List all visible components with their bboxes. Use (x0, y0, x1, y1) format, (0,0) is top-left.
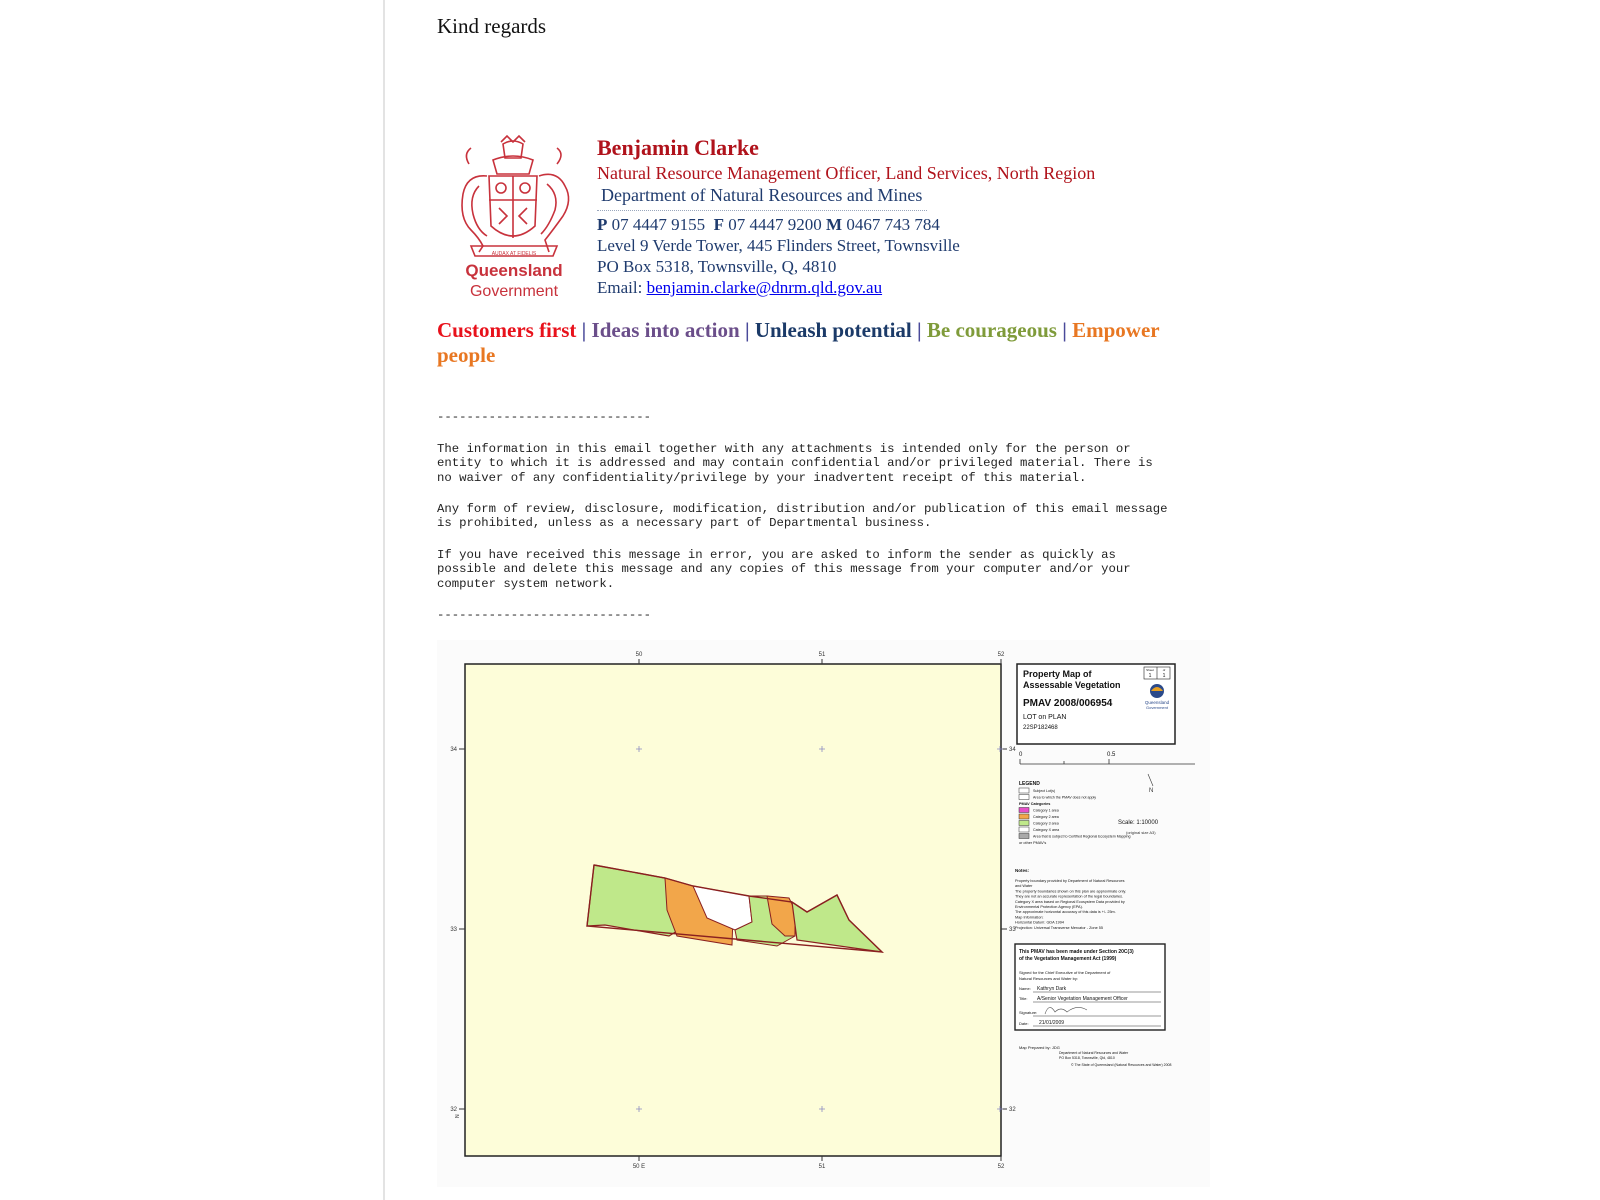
map-scale: Scale: 1:10000 (1118, 820, 1159, 826)
grid-label-bottom: 51 (818, 1164, 826, 1170)
email-signature (437, 134, 1217, 304)
cert-title-label: Title: (1019, 996, 1028, 1001)
mobile-number: 0467 743 784 (846, 215, 940, 234)
axis-label-left: N (455, 1114, 461, 1118)
legend-swatch (1019, 834, 1029, 839)
scale-tick-1: 0.5 (1107, 752, 1116, 758)
scale-tick-0: 0 (1019, 752, 1023, 758)
note-line: The property boundaries shown on this plan are approximate only. (1015, 889, 1127, 894)
north-arrow-icon (1148, 774, 1153, 786)
disclaimer-paragraph-2: Any form of review, disclosure, modification, distribution and/or publication of this email message is prohibited, unless as a necessary part of Departmental business. (437, 502, 1168, 531)
signature-divider (597, 210, 927, 211)
pmav-number: PMAV 2008/006954 (1023, 698, 1113, 709)
reading-pane-border (383, 0, 385, 1200)
scale-bar (1019, 752, 1195, 764)
corporate-values (437, 318, 1217, 368)
logo-text-queensland: Queensland (465, 261, 563, 280)
value-ideas-into-action: Ideas into action (591, 318, 740, 342)
value-separator: | (1062, 318, 1067, 342)
disclaimer-paragraph-1: The information in this email together with any attachments is intended only for the person or entity to which it is addressed and may contain confidential and/or privileged material. There is no waiver of any confidentiality/privilege by your inadvertent receipt of this material. (437, 442, 1153, 485)
north-arrow-label: N (1149, 788, 1154, 794)
map-logo-line2: Government (1145, 705, 1169, 710)
legend-item-label: Subject Lot(s) (1033, 789, 1056, 793)
sender-name: Benjamin Clarke (597, 135, 759, 160)
grid-label-right: 33 (1009, 927, 1016, 933)
greeting: Kind regards (437, 14, 547, 38)
map-logo-line1: Queensland (1144, 700, 1170, 705)
grid-label-left: 33 (450, 927, 457, 933)
legend-item-label: PMAV Categories (1019, 802, 1051, 806)
map-scale-note: (original size A3) (1126, 830, 1156, 835)
map-title-line2: Assessable Vegetation (1023, 680, 1121, 690)
grid-label-top: 52 (997, 652, 1005, 658)
notes-title: Notes: (1015, 868, 1030, 873)
value-unleash-potential: Unleash potential (754, 318, 912, 342)
cert-date: 21/01/2009 (1039, 1020, 1065, 1026)
legend-swatch (1019, 821, 1029, 826)
logo-text-government: Government (469, 283, 559, 300)
cert-name-label: Name: (1019, 986, 1031, 991)
note-line: The approximate horizontal accuracy of this data is +/- 25m. (1015, 910, 1116, 915)
map-copyright: © The State of Queensland (Natural Resources and Water) 2008 (1071, 1063, 1172, 1067)
certification-panel (1015, 944, 1165, 1030)
fax-number: 07 4447 9200 (728, 215, 822, 234)
cert-title: A/Senior Vegetation Management Officer (1037, 996, 1128, 1002)
legend-item-label: Category 2 area (1033, 815, 1059, 819)
disclaimer-paragraph-3: If you have received this message in error, you are asked to inform the sender as quickly as possible and delete this message and any copies of this message from your computer and/or your computer system network. (437, 548, 1131, 591)
grid-label-bottom: 52 (997, 1164, 1005, 1170)
legend-item-label: or other PMAV's (1019, 841, 1047, 845)
cert-signed-line2: Natural Resources and Water by: (1019, 976, 1078, 981)
sender-department: Department of Natural Resources and Mines (601, 185, 923, 205)
prepared-by: Map Prepared by: JDG (1019, 1045, 1060, 1050)
signature-details (597, 134, 1217, 298)
note-line: Map Information: (1015, 915, 1044, 920)
grid-label-right: 32 (1009, 1107, 1016, 1113)
legend-swatch (1019, 808, 1029, 813)
phone-label: P (597, 215, 608, 234)
grid-label-top: 51 (818, 652, 826, 658)
disclaimer-divider-bottom: ----------------------------- (437, 608, 652, 622)
note-line: Projection: Universal Transverse Mercator - Zone 55 (1015, 925, 1103, 930)
cert-title-line2: of the Vegetation Management Act (1999) (1019, 956, 1117, 962)
prepared-org-line2: PO Box 5318, Townsville, Qld, 4810 (1059, 1056, 1115, 1060)
sheet-number: 1 (1148, 673, 1152, 679)
mobile-label: M (826, 215, 843, 234)
property-map-image (437, 640, 1210, 1187)
value-separator: | (581, 318, 587, 342)
map-title-line1: Property Map of (1023, 669, 1092, 679)
sheet-label: Sheet (1146, 668, 1154, 672)
legend-swatch (1019, 788, 1029, 793)
grid-label-right: 34 (1009, 747, 1016, 753)
legend-item-label: Category 1 area (1033, 808, 1059, 813)
legend-item-label: Category 3 area (1033, 821, 1059, 826)
note-line: Property boundary provided by Department of Natural Resources (1015, 879, 1125, 883)
value-empower-people: Empower people (437, 318, 1160, 367)
street-address: Level 9 Verde Tower, 445 Flinders Street, Townsville (597, 236, 960, 255)
map-notes (1015, 868, 1126, 930)
cert-date-label: Date: (1019, 1021, 1029, 1026)
value-separator: | (917, 318, 922, 342)
value-customers-first: Customers first (437, 318, 577, 342)
map-prepared-by (1019, 1045, 1171, 1067)
legend-swatch (1019, 814, 1029, 819)
note-line: Category X area based on Regional Ecosystem Data provided by (1015, 899, 1125, 904)
note-line: They are not an accurate representation of the legal boundaries. (1015, 894, 1124, 899)
value-separator: | (744, 318, 750, 342)
cert-signature-label: Signature: (1019, 1010, 1038, 1015)
value-be-courageous: Be courageous (926, 318, 1057, 342)
prepared-org-line1: Department of Natural Resources and Water (1059, 1051, 1129, 1055)
disclaimer-divider-top: ----------------------------- (437, 410, 652, 424)
contact-numbers (597, 214, 1217, 235)
sender-title: Natural Resource Management Officer, Land Services, North Region (597, 163, 1096, 183)
phone-number: 07 4447 9155 (611, 215, 706, 234)
note-line: Environmental Protection Agency (EPA). (1015, 905, 1083, 909)
legend-title: LEGEND (1019, 781, 1040, 787)
lot-label: LOT on PLAN (1023, 714, 1067, 721)
legend-swatch (1019, 827, 1029, 832)
pmav-map (437, 640, 1210, 1187)
legend-item-label: Area to which the PMAV does not apply (1033, 795, 1097, 800)
email-link[interactable]: benjamin.clarke@dnrm.qld.gov.au (646, 278, 883, 297)
legend-item-label: Area that is subject to Certified Regional Ecosystem Mapping (1033, 834, 1131, 839)
po-box: PO Box 5318, Townsville, Q, 4810 (597, 257, 837, 276)
grid-label-bottom: 50 E (632, 1164, 646, 1170)
queensland-government-crest-logo (449, 134, 579, 304)
lot-value: 22SP182468 (1023, 725, 1058, 731)
legend-swatch (1019, 795, 1029, 800)
grid-label-top: 50 (635, 652, 643, 658)
svg-text:AUDAX AT FIDELIS: AUDAX AT FIDELIS (491, 251, 537, 257)
sheet-total: 1 (1162, 673, 1166, 679)
cert-title-line1: This PMAV has been made under Section 20C(3) (1019, 949, 1134, 955)
email-line (597, 277, 1217, 298)
note-line: Horizontal Datum: GDA 1994 (1015, 920, 1064, 925)
grid-label-left: 32 (450, 1107, 457, 1113)
map-title-panel (1017, 664, 1175, 744)
map-legend (1019, 774, 1159, 845)
legend-item-label: Category X area (1033, 828, 1060, 832)
grid-label-left: 34 (450, 747, 457, 753)
sheet-of-label: of (1162, 668, 1166, 672)
note-line: and Water (1015, 884, 1033, 889)
fax-label: F (713, 215, 725, 234)
email-label: Email: (597, 278, 643, 297)
cert-signed-line1: Signed for the Chief Executive of the Department of (1019, 970, 1111, 975)
cert-name: Kathryn Dark (1037, 986, 1067, 992)
